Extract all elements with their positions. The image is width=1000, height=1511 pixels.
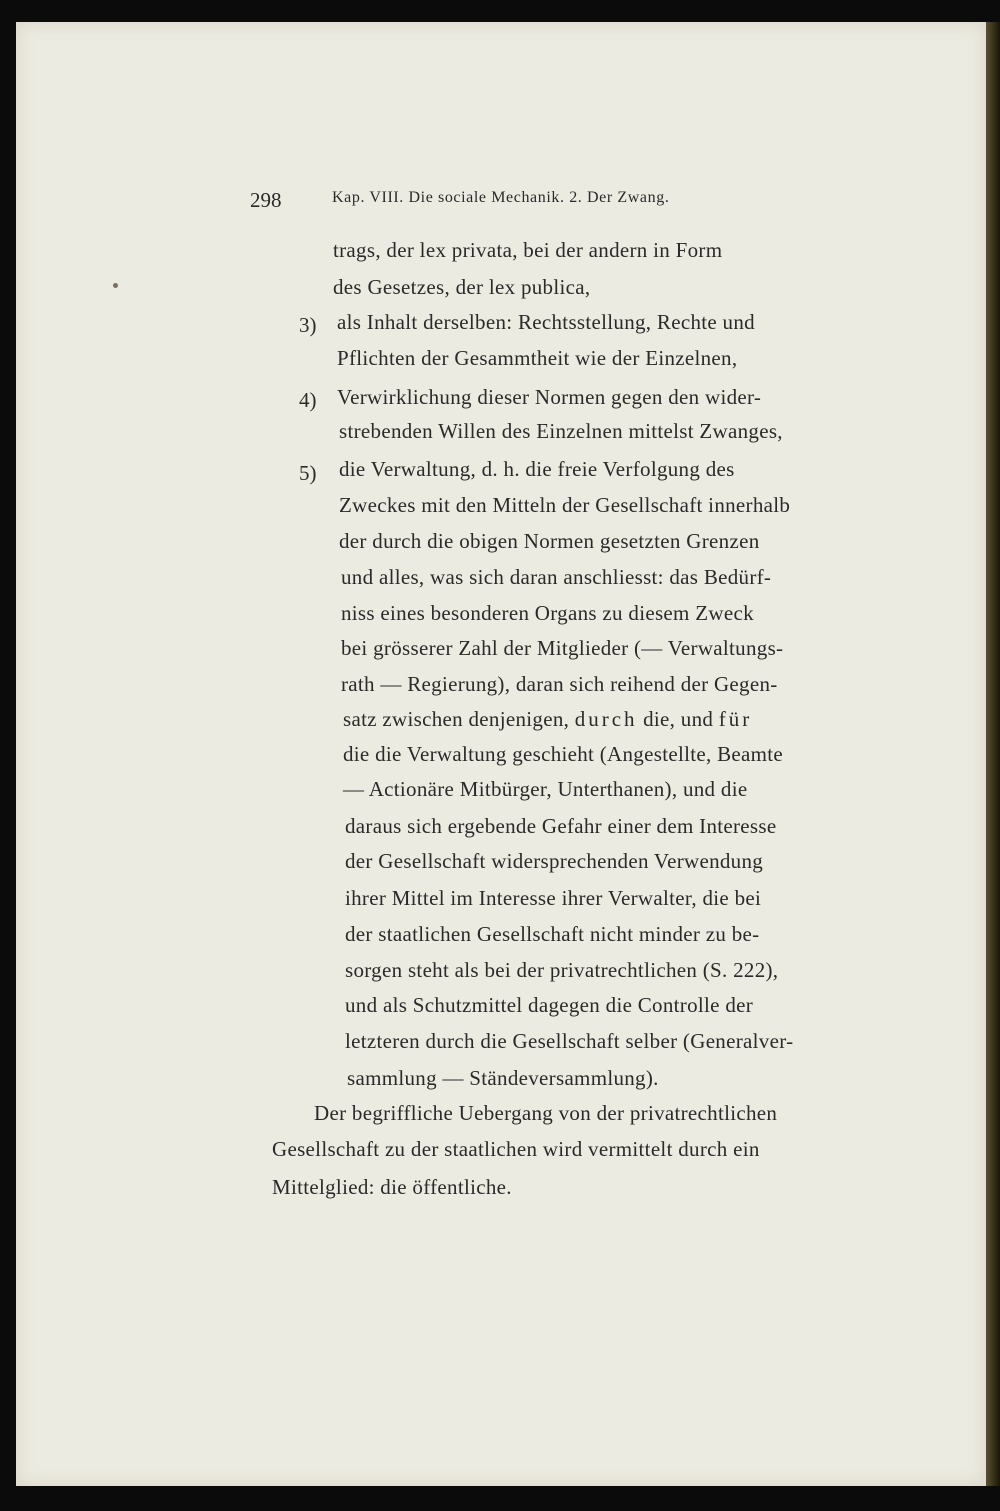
text-line: Zweckes mit den Mitteln der Gesellschaft innerhalb — [339, 493, 791, 517]
text-line: und alles, was sich daran anschliesst: das Bedürf- — [341, 565, 772, 589]
text-line: — Actionäre Mitbürger, Unterthanen), und die — [343, 777, 748, 801]
text-line: und als Schutzmittel dagegen die Controlle der — [345, 993, 754, 1017]
item-number: 5) — [299, 461, 317, 485]
text-line: niss eines besonderen Organs zu diesem Zweck — [341, 601, 754, 625]
text-line: Gesellschaft zu der staatlichen wird vermittelt durch ein — [272, 1137, 760, 1161]
text-line: die Verwaltung, d. h. die freie Verfolgung des — [339, 457, 735, 481]
text-line: Der begriffliche Uebergang von der privatrechtlichen — [314, 1101, 778, 1125]
text-line: Pflichten der Gesammtheit wie der Einzelnen, — [337, 346, 738, 370]
text-line: der Gesellschaft widersprechenden Verwendung — [345, 849, 764, 873]
page-edge — [986, 22, 1000, 1486]
page-number: 298 — [250, 188, 282, 212]
text-line: letzteren durch die Gesellschaft selber (Generalver- — [345, 1029, 794, 1053]
text-line: der staatlichen Gesellschaft nicht minder zu be- — [345, 922, 760, 946]
running-title: Kap. VIII. Die sociale Mechanik. 2. Der Zwang. — [332, 189, 670, 206]
text-line: die die Verwaltung geschieht (Angestellte, Beamte — [343, 742, 784, 766]
text-line: strebenden Willen des Einzelnen mittelst Zwanges, — [339, 419, 783, 443]
text-line: bei grösserer Zahl der Mitglieder (— Verwaltungs- — [341, 636, 784, 660]
item-number: 3) — [299, 313, 317, 337]
page-header — [250, 188, 810, 218]
ink-speck — [113, 283, 118, 288]
emphasized-word: für — [718, 707, 753, 731]
text-line: Verwirklichung dieser Normen gegen den wider- — [337, 385, 762, 409]
emphasized-word: durch — [574, 707, 638, 731]
text-line: sorgen steht als bei der privatrechtlichen (S. 222), — [345, 958, 779, 982]
text-line — [343, 707, 752, 732]
text-line: sammlung — Ständeversammlung). — [347, 1066, 659, 1090]
text-line: ihrer Mittel im Interesse ihrer Verwalter, die bei — [345, 886, 762, 910]
text-line: rath — Regierung), daran sich reihend der Gegen- — [341, 672, 778, 696]
text-line: als Inhalt derselben: Rechtsstellung, Rechte und — [337, 310, 755, 334]
text-segment: die, und — [643, 707, 714, 731]
text-segment: satz zwischen denjenigen, — [343, 707, 570, 731]
text-line: Mittelglied: die öffentliche. — [272, 1175, 512, 1199]
text-line: daraus sich ergebende Gefahr einer dem Interesse — [345, 814, 777, 838]
item-number: 4) — [299, 388, 317, 412]
text-line: der durch die obigen Normen gesetzten Grenzen — [339, 529, 760, 553]
text-line: des Gesetzes, der lex publica, — [333, 275, 591, 299]
text-line: trags, der lex privata, bei der andern in Form — [333, 238, 723, 262]
